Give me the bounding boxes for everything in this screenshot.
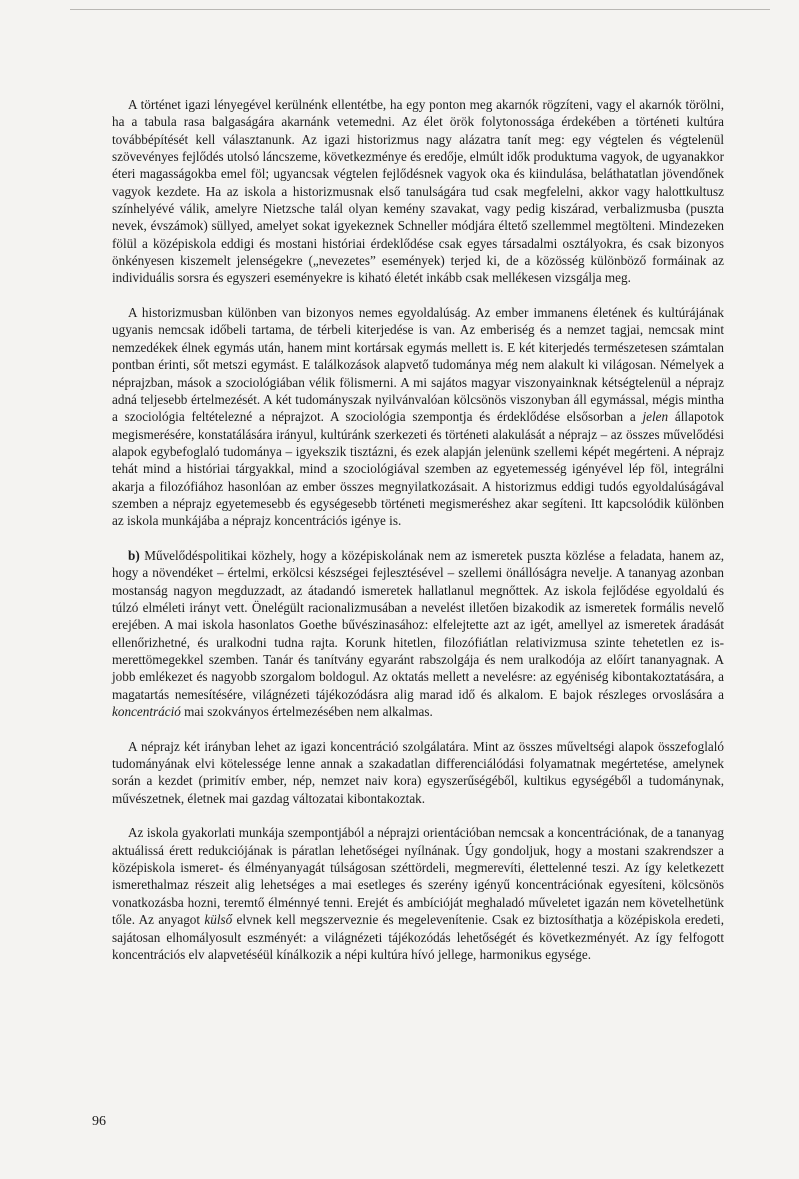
text-run: A történet igazi lényegével kerülnénk ellentétbe, ha egy ponton meg akarnók rögzíteni, vagy el akarnók törölni, ha a tabula rasa balgaságára akarnánk vetemedni. Az élet örök folytonossága érdekében a történeti kultúra továbbépítését kell választanunk. Az igazi historizmus nagy alázatra tanít meg: egy végtelen és végtelenül szövevényes fejlődés utolsó láncszeme, következménye és eredője, elmúlt idők produktuma vagyok, de ugyanakkor éteri magasságokba emel föl; ugyancsak végtelen fejlődésnek vagyok oka és kiindulása, beláthatatlan jövendőnek vagyok kezdete. Ha az iskola a historizmusnak első tanulságára tud csak megfelelni, akkor vagy halottkultusz színhelyévé válik, amelyre Nietzsche talál olyan kemény szavakat, vagy pedig kiszárad, verbalizmusba (puszta nevek, évszámok) süllyed, amelyet sokat igyekeznek Schneller módjára éltető szellemmel megtölteni. Mindezeken fölül a középiskola eddigi és mostani históriai érdeklődése csak egyes társadalmi osztályokra, és csak bizonyos önkényesen kiszemelt jelenségekre („nevezetes” események) terjed ki, de a közösség különböző formáinak az individuális sorsra és egyszeri eseményekre is kiható életét inkább csak mellékesen vizsgálja meg. [112, 97, 724, 286]
text-run: mai szokványos értelmezésében nem alkalmas. [180, 704, 433, 720]
text-run: A néprajz két irányban lehet az igazi koncentráció szolgálatára. Mint az összes műveltségi alapok összefoglaló tudományának elvi kötelessége lenne annak a szakadatlan differenciálódási folyamatnak megértetése, amelynek során a kezdet (primitív ember, nép, nemzet naiv kora) egyszerűségéből, kultikus egységéből a tudománynak, művészetnek, életnek mai gazdag változatai kibontakoztak. [112, 738, 724, 806]
text-run: A historizmusban különben van bizonyos nemes egyoldalúság. Az ember immanens életének és kultúrájának ugyanis nemcsak időbeli tartama, de térbeli kiterjedése is van. Az emberiség és a nemzet tagjai, nemcsak mint nemzedékek élnek egymás után, hanem mint kortársak egymás mellett is. E két kiterjedés természetesen számtalan pontban érinti, sőt metszi egymást. E találkozások alapvető tudománya még nem alakult ki világosan. Némelyek a néprajzban, mások a szociológiában vélik fölismerni. A mi sajátos magyar viszonyainknak kétségtelenül a néprajz adná teljesebb értelmezését. A két tudományszak nyilvánvalóan kölcsönös viszonyban áll egymással, mégis mintha a szociológia feltételezné a néprajzot. A szociológia szempontja és érdeklődése elsősorban a [112, 305, 724, 425]
italic-term: jelen [642, 409, 669, 425]
text-run: elvnek kell megszerveznie és megelevenítenie. Csak ez biztosíthatja a középiskola eredeti, sajátosan elhomályosult eszményét: a világnézeti tájékozódás lehetőségét és következményét. Az így felfogott koncentrációs elv alapvetéséül kínálkozik a népi kultúra hívó jellege, harmonikus egysége. [112, 912, 725, 962]
page-body [112, 96, 724, 963]
page-number: 96 [92, 1114, 106, 1129]
top-rule [70, 9, 770, 10]
text-run: Művelődéspolitikai közhely, hogy a középiskolának nem az ismeretek puszta közlése a feladata, hanem az, hogy a növendéket – értelmi, erkölcsi készségei fejlesztésével – szellemi önállóságra nevelje. A tananyag azonban mostanság nagyon megduzzadt, az átadandó ismeretek hallatlanul megnőttek. Az iskola fejlődése egyoldalú és túlzó elméleti irányt vett. Önelégült racionalizmusában a nevelést illetően bizakodik az ismeretek formális nevelő erejében. A mai iskola hasonlatos Goethe bűvészinasához: elfelejtette azt az igét, amellyel az ismeretek áradását ellenőrizhetné, és uralkodni tudna rajta. Korunk hitetlen, filozófiátlan relativizmusa szinte tehetetlen ez ismerettömegekkel szemben. Tanár és tanítvány egyaránt rabszolgája és nem uralkodója az előírt tananyagnak. A jobb emlékezet és nagyobb szorgalom boldogul. Az oktatás mellett a nevelésre: az egyéniség kibontakoztatására, a magatartás nemesítésére, világnézeti tájékozódásra alig marad idő és alkalom. E bajok részleges orvoslására a [112, 547, 724, 702]
italic-term: koncentráció [112, 704, 181, 720]
paragraph-concentration-directions [112, 738, 724, 807]
paragraph-cultural-policy [112, 547, 724, 720]
paragraph-practical-orientation [112, 824, 724, 963]
italic-term: külső [204, 912, 233, 928]
text-run: Az iskola gyakorlati munkája szempontjából a néprajzi orientációban nemcsak a koncentrációnak, de a tananyag aktuálissá érett redukciójának is páratlan lehetőségei nyílnának. Úgy gondoljuk, hogy a mostani szakrendszer a középiskola ismeret- és élményanyagát túlságosan széttördeli, megmerevíti, élettelenné teszi. Az így keletkezett ismerethalmaz részeit alig lehetséges a mai esetleges és szerény igényű koncentrációnak egyesíteni, kölcsönös vonatkozásba hozni, teremtő élménnyé tenni. Erejét és ambícióját meghaladó műveletet igazán nem követelhetünk tőle. Az anyagot [112, 825, 724, 928]
section-marker: b) [128, 547, 140, 563]
paragraph-historicism-intro [112, 96, 724, 287]
text-run: állapotok megismerésére, konstatálására irányul, kultúránk szerkezeti és történeti alakulását a néprajz – az összes művelődési alapok egybefoglaló tudománya – igyekszik tisztázni, és ezek alapján jelenünk szellemi képét megérteni. A néprajz tehát mind a históriai tárgyakkal, mind a szociológiával szemben az egyetemesség igényével lép föl, integrálni akarja a filozófiához hasonlóan az ember összes megnyilatkozásait. A historizmus eddigi tudós egyoldalúságával szemben a néprajz egyetemesebb és egységesebb történeti megismeréshez akar segíteni. Itt kapcsolódik különben az iskola munkájába a néprajz koncentrációs igénye is. [112, 409, 724, 529]
paragraph-ethnography-sociology [112, 304, 724, 529]
